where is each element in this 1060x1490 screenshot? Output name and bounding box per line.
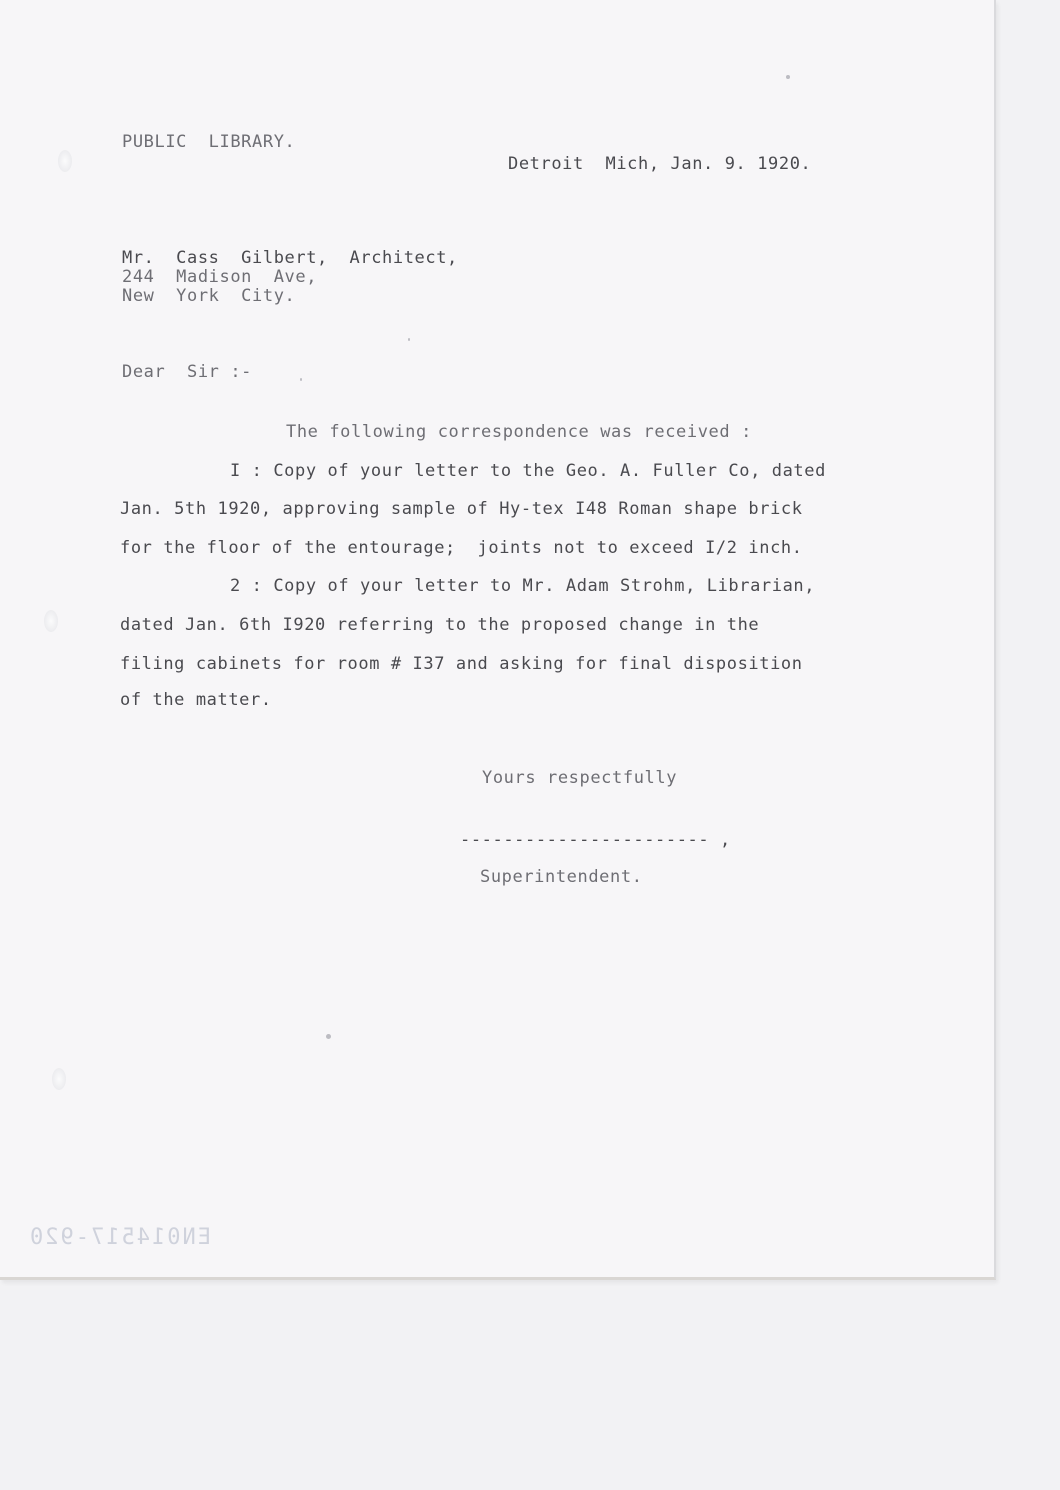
ink-speck bbox=[326, 1034, 331, 1039]
salutation: Dear Sir :- bbox=[122, 362, 253, 382]
bleed-through-stamp: EN014517-920 bbox=[28, 1225, 211, 1250]
addressee-line: 244 Madison Ave, bbox=[122, 267, 318, 287]
closing: Yours respectfully bbox=[482, 768, 678, 788]
item1-line: I : Copy of your letter to the Geo. A. Fuller Co, dated bbox=[230, 461, 826, 481]
letterhead: PUBLIC LIBRARY. bbox=[122, 132, 296, 152]
punch-hole-mark bbox=[58, 150, 72, 172]
punch-hole-mark bbox=[44, 610, 58, 632]
intro-paragraph: The following correspondence was received : bbox=[286, 422, 752, 442]
ink-speck bbox=[786, 75, 790, 79]
punch-hole-mark bbox=[52, 1068, 66, 1090]
ink-speck bbox=[408, 338, 410, 341]
item2-line: of the matter. bbox=[120, 690, 272, 710]
ink-speck bbox=[300, 378, 302, 381]
signature-line: ----------------------- , bbox=[460, 830, 731, 850]
item1-line: Jan. 5th 1920, approving sample of Hy-tex I48 Roman shape brick bbox=[120, 499, 803, 519]
signature-title: Superintendent. bbox=[480, 867, 643, 887]
item1-line: for the floor of the entourage; joints not to exceed I/2 inch. bbox=[120, 538, 803, 558]
addressee-line: New York City. bbox=[122, 286, 296, 306]
item2-line: filing cabinets for room # I37 and asking for final disposition bbox=[120, 654, 803, 674]
addressee-line: Mr. Cass Gilbert, Architect, bbox=[122, 248, 458, 268]
place-date: Detroit Mich, Jan. 9. 1920. bbox=[508, 154, 812, 174]
item2-line: 2 : Copy of your letter to Mr. Adam Strohm, Librarian, bbox=[230, 576, 816, 596]
item2-line: dated Jan. 6th I920 referring to the proposed change in the bbox=[120, 615, 760, 635]
